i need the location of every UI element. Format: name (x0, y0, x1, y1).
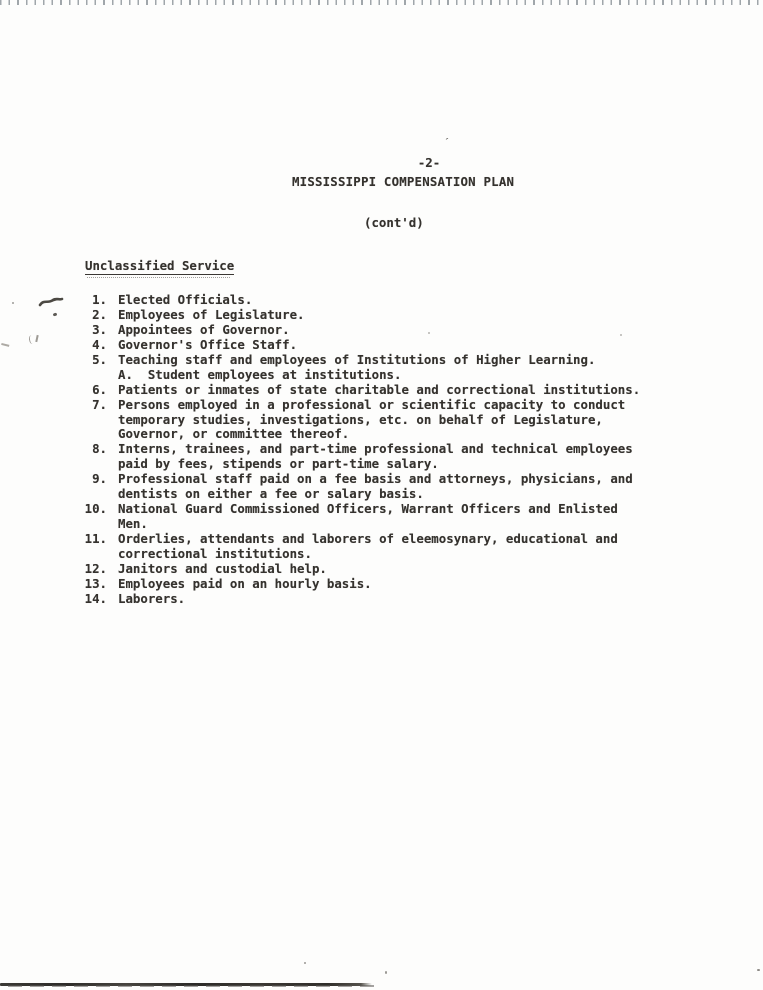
list-item-number: 1. (92, 292, 107, 307)
list-item (83, 383, 640, 398)
scan-speck (428, 332, 430, 334)
pencil-dot (53, 312, 58, 316)
list-item-text: Employees paid on an hourly basis. (118, 575, 372, 591)
list-item (83, 592, 640, 607)
list-item-number: 2. (92, 306, 107, 322)
list-item-text: dentists on either a fee or salary basis. (118, 486, 424, 502)
list-item-number (83, 457, 107, 472)
list-item-text: Men. (118, 516, 148, 532)
list-item-number: 14. (84, 590, 107, 606)
list-item-text: Governor's Office Staff. (118, 336, 298, 352)
pencil-scribble-mark (38, 296, 64, 308)
list-item-number: 7. (92, 396, 107, 412)
list-item-continuation (83, 427, 640, 442)
list-item (83, 353, 640, 368)
list-item-text: Laborers. (118, 590, 186, 606)
pencil-mark (28, 335, 35, 345)
list-item (83, 442, 640, 457)
list-item-continuation (83, 517, 640, 532)
pencil-mark (35, 335, 38, 342)
list-item-number: 13. (84, 575, 107, 591)
list-item (83, 532, 640, 547)
scan-perforation-marks (0, 0, 763, 5)
stray-pen-tick: ´ (442, 137, 449, 149)
pencil-mark (1, 337, 11, 347)
list-item-number: 4. (92, 336, 107, 352)
list-item-number (83, 487, 107, 502)
list-item-text: Orderlies, attendants and laborers of eleemosynary, educational and (118, 531, 618, 546)
list-item-text: Teaching staff and employees of Institutions of Higher Learning. (118, 351, 596, 367)
list-item-number (83, 517, 107, 532)
document-title: MISSISSIPPI COMPENSATION PLAN (292, 174, 515, 189)
section-heading-unclassified-service: Unclassified Service (85, 258, 235, 273)
page-number-text: -2- (417, 155, 441, 170)
unclassified-service-list (83, 293, 640, 607)
continuation-note: (cont'd) (364, 215, 424, 230)
list-item-text: Employees of Legislature. (118, 306, 305, 322)
scan-speck (757, 969, 760, 971)
list-item-number: 10. (84, 501, 107, 517)
list-item-text: A. Student employees at institutions. (118, 366, 402, 382)
pencil-dot (12, 302, 14, 304)
list-item-text: Patients or inmates of state charitable and correctional institutions. (118, 381, 641, 397)
list-item-number (83, 368, 107, 383)
list-item-text: Appointees of Governor. (118, 321, 290, 337)
list-item-number (83, 427, 107, 442)
scan-speck (304, 962, 306, 964)
list-item-text: Governor, or committee thereof. (118, 426, 350, 442)
list-item-continuation (83, 368, 640, 383)
list-item (83, 323, 640, 338)
list-item-number: 3. (92, 321, 107, 337)
list-item-number (83, 547, 107, 562)
scan-speck (385, 971, 387, 974)
list-item-text: paid by fees, stipends or part-time salary. (118, 456, 439, 472)
list-item-continuation (83, 487, 640, 502)
list-item-number: 8. (92, 441, 107, 457)
list-item-text: Janitors and custodial help. (118, 560, 327, 576)
list-item-text: Persons employed in a professional or scientific capacity to conduct (118, 396, 626, 412)
list-item-text: Professional staff paid on a fee basis and attorneys, physicians, and (118, 471, 633, 487)
list-item-number: 5. (92, 351, 107, 367)
list-item-text: National Guard Commissioned Officers, Warrant Officers and Enlisted (118, 501, 618, 517)
list-item-number (83, 413, 107, 428)
list-item-number: 9. (92, 471, 107, 487)
list-item-text: Interns, trainees, and part-time professional and technical employees (118, 441, 633, 457)
page-number (388, 137, 449, 200)
list-item-continuation (83, 413, 640, 428)
scan-edge-line (0, 983, 372, 986)
list-item-text: correctional institutions. (118, 545, 312, 561)
list-item (83, 502, 640, 517)
list-item (83, 577, 640, 592)
list-item-text: Elected Officials. (118, 292, 253, 307)
list-item-text: temporary studies, investigations, etc. on behalf of Legislature, (118, 411, 603, 427)
list-item-continuation (83, 457, 640, 472)
list-item (83, 308, 640, 323)
list-item (83, 562, 640, 577)
list-item (83, 398, 640, 413)
list-item-continuation (83, 547, 640, 562)
list-item (83, 472, 640, 487)
scan-speck (620, 334, 622, 336)
list-item (83, 293, 640, 308)
list-item-number: 6. (92, 381, 107, 397)
list-item-number: 11. (84, 531, 107, 546)
list-item-number: 12. (84, 560, 107, 576)
list-item (83, 338, 640, 353)
